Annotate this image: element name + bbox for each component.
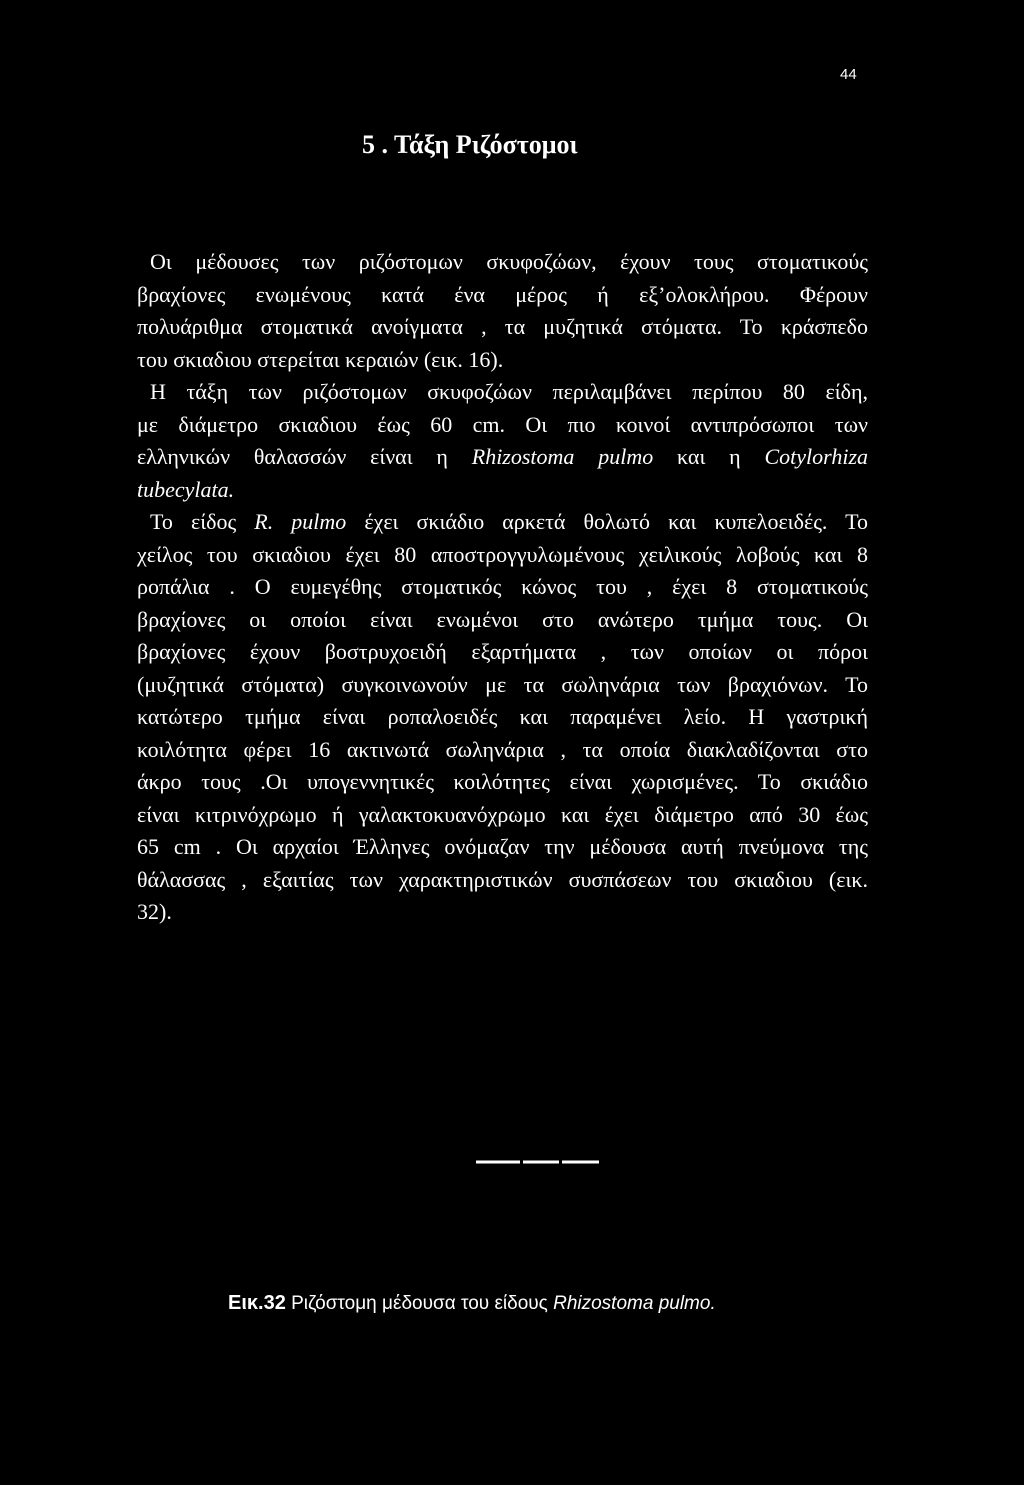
figure-rule [476, 1160, 599, 1164]
text-line [137, 571, 868, 604]
text-line [137, 246, 868, 279]
paragraph [137, 506, 868, 929]
text-run: Η τάξη των ριζόστομων σκυφοζώων περιλαμβάνει περίπου 80 είδη, [150, 379, 868, 404]
text-run: 32). [137, 899, 172, 924]
text-run: βραχίονες οι οποίοι είναι ενωμένοι στο ανώτερο τμήμα τους. Οι [137, 606, 868, 632]
text-line [137, 636, 868, 669]
italic-term: R. pulmo [254, 509, 347, 534]
figure-rule-segment [476, 1161, 520, 1164]
italic-term: Cotylorhiza [764, 444, 869, 469]
text-line [137, 864, 868, 897]
text-line [137, 766, 868, 799]
figure-label: Εικ.32 [228, 1292, 286, 1314]
text-run: κοιλότητα φέρει 16 ακτινωτά σωληνάρια , τα οποία διακλαδίζονται στο [137, 736, 868, 762]
paragraph [137, 376, 868, 506]
italic-term: tubecylata. [137, 476, 235, 502]
text-line [137, 669, 868, 702]
text-line [137, 311, 868, 344]
text-run: Το είδος [150, 509, 255, 534]
text-line [137, 376, 868, 409]
figure-caption-text: Ριζόστομη μέδουσα του είδους [285, 1293, 554, 1314]
text-run: Οι μέδουσες των ριζόστομων σκυφοζώων, έχουν τους στοματικούς [150, 249, 868, 274]
figure-species-name: Rhizostoma pulmo. [553, 1293, 716, 1314]
text-line [137, 701, 868, 734]
text-run: βραχίονες ενωμένους κατά ένα μέρος ή εξ’ολοκλήρου. Φέρουν [137, 281, 868, 307]
text-run: κατώτερο τμήμα είναι ροπαλοειδές και παραμένει λείο. Η γαστρική [137, 704, 868, 729]
text-line [137, 344, 868, 377]
text-run: του σκιαδιου στερείται κεραιών (εικ. 16). [137, 346, 504, 372]
page-number: 44 [840, 66, 857, 83]
text-line [137, 474, 868, 507]
section-heading: 5 . Τάξη Ριζόστομοι [362, 130, 578, 159]
text-run: ελληνικών θαλασσών είναι η [137, 444, 472, 469]
text-run: 65 cm . Οι αρχαίοι Έλληνες ονόμαζαν την μέδουσα αυτή πνεύμονα της [137, 834, 868, 859]
text-line [137, 279, 868, 312]
text-run: έχει σκιάδιο αρκετά θολωτό και κυπελοειδές. Το [346, 509, 868, 534]
text-line [137, 734, 868, 767]
text-line [137, 604, 868, 637]
text-run: βραχίονες έχουν βοστρυχοειδή εξαρτήματα , των οποίων οι πόροι [137, 639, 868, 664]
text-line [137, 539, 868, 572]
text-run: θάλασσας , εξαιτίας των χαρακτηριστικών συσπάσεων του σκιαδιου (εικ. [137, 866, 868, 892]
text-run: με διάμετρο σκιαδιου έως 60 cm. Οι πιο κοινοί αντιπρόσωποι των [137, 411, 868, 437]
text-line [137, 506, 868, 539]
figure-caption [228, 1291, 716, 1316]
text-run: είναι κιτρινόχρωμο ή γαλακτοκυανόχρωμο και έχει διάμετρο από 30 έως [137, 801, 868, 827]
text-run: πολυάριθμα στοματικά ανοίγματα , τα μυζητικά στόματα. Το κράσπεδο [137, 314, 868, 339]
text-run: (μυζητικά στόματα) συγκοινωνούν με τα σωληνάρια των βραχιόνων. Το [137, 671, 868, 697]
paragraph [137, 246, 868, 376]
text-run: και η [653, 444, 765, 469]
text-run: ροπάλια . Ο ευμεγέθης στοματικός κώνος του , έχει 8 στοματικούς [137, 574, 868, 599]
text-line [137, 441, 868, 474]
figure-rule-segment [562, 1161, 599, 1164]
text-run: άκρο τους .Οι υπογεννητικές κοιλότητες είναι χωρισμένες. Το σκιάδιο [137, 769, 868, 794]
text-run: χείλος του σκιαδιου έχει 80 αποστρογγυλωμένους χειλικούς λοβούς και 8 [137, 541, 868, 567]
text-line [137, 896, 868, 929]
text-line [137, 409, 868, 442]
figure-rule-segment [523, 1161, 559, 1164]
italic-term: Rhizostoma pulmo [471, 444, 654, 469]
text-line [137, 831, 868, 864]
text-line [137, 799, 868, 832]
body-text [137, 246, 868, 929]
